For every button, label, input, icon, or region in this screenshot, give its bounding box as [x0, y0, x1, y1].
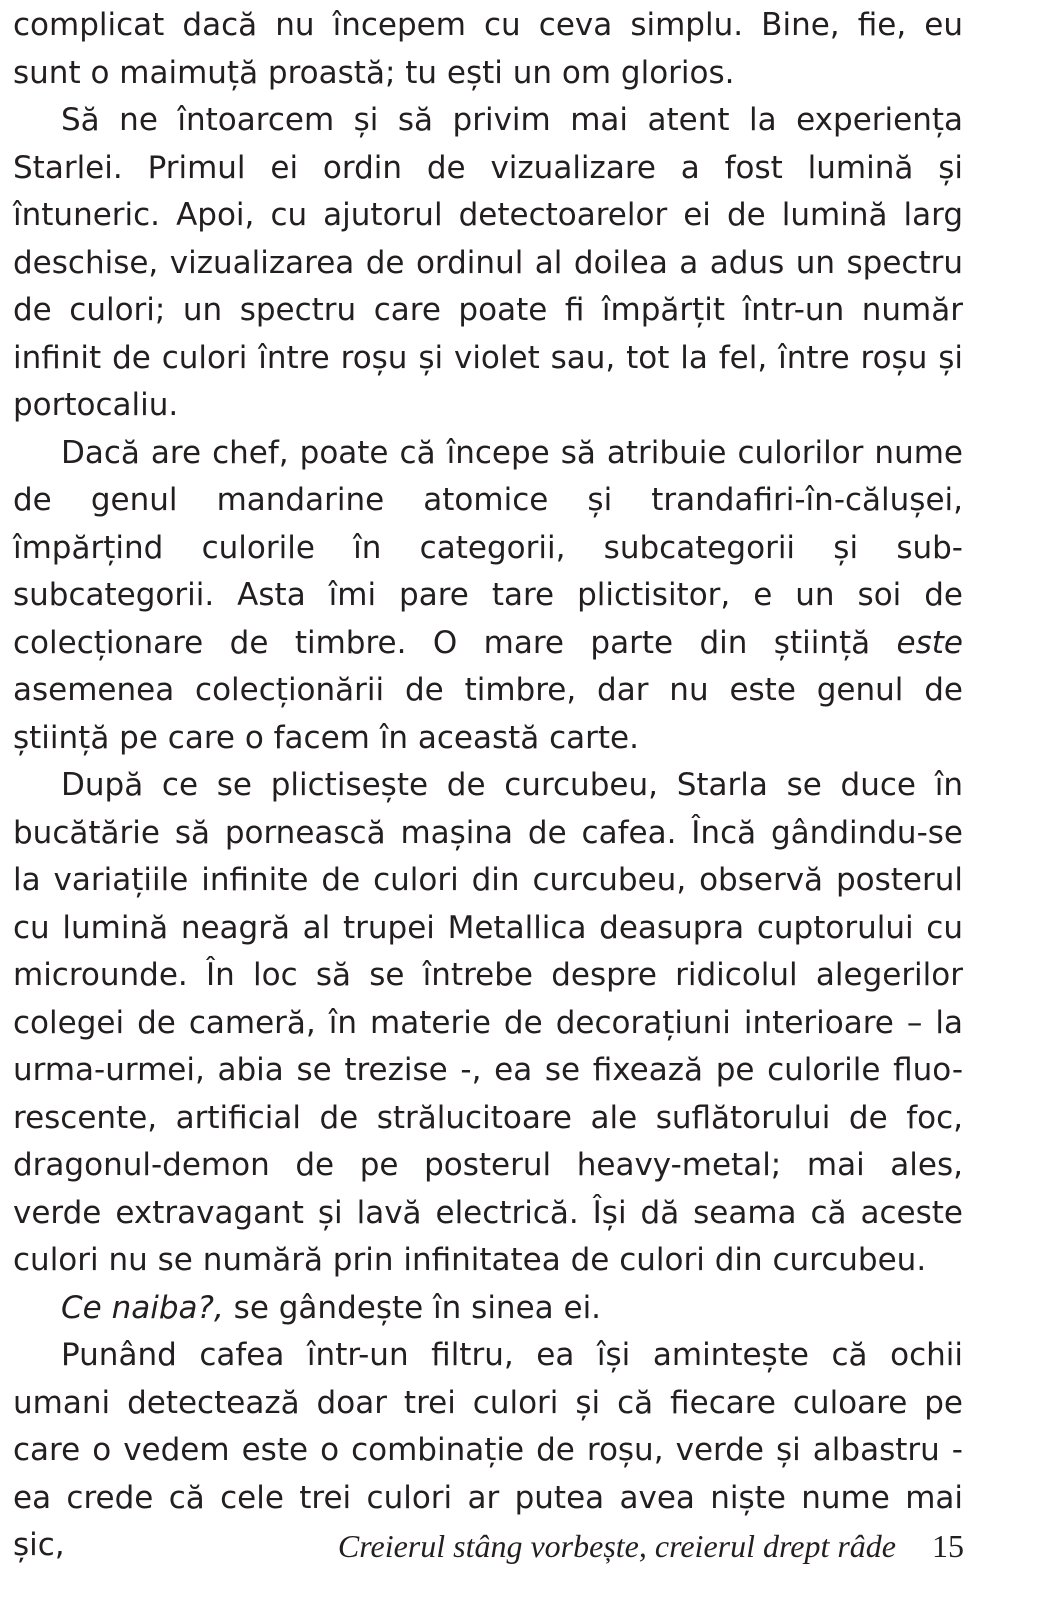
paragraph-text: După ce se plictisește de curcubeu, Starla se duce în bucătărie să pornească mașina de cafea. Încă gândindu-se la variațiile infinite de culori din curcubeu, observă posterul cu lumină neagră al trupei Metallica deasupra cuptorului cu microunde. În loc să se întrebe despre ridicolul alegerilor colegei de cameră, în materie de decorațiuni interioare – la urma-urmei, abia se trezise -, ea se fixează pe culorile fluo-rescente, artificial de strălucitoare ale suflătorului de foc, dragonul-demon de pe posterul heavy-metal; mai ales, verde extravagant și lavă electrică. Își dă seama că aceste culori nu se numără prin infinitatea de culori din curcubeu. [13, 767, 963, 1278]
paragraph-text: Să ne întoarcem și să privim mai atent la experiența Starlei. Primul ei ordin de vizualizare a fost lumină și întuneric. Apoi, cu ajutorul detectoarelor ei de lumină larg deschise, vizualizarea de ordinul al doilea a adus un spectru de culori; un spectru care poate fi împărțit într-un număr infinit de culori între roșu și violet sau, tot la fel, între roșu și portocaliu. [13, 102, 963, 423]
body-text [13, 2, 963, 1570]
paragraph [13, 430, 963, 763]
paragraph-text: Punând cafea într-un filtru, ea își amintește că ochii umani detectează doar trei culori și că fiecare culoare pe care o vedem este o combinație de roșu, verde și albastru - ea crede că cele trei culori ar putea avea niște nume mai șic, [13, 1337, 963, 1563]
paragraph [13, 762, 963, 1285]
paragraph-text: asemenea colecționării de timbre, dar nu este genul de știință pe care o facem în această carte. [13, 672, 963, 756]
page-footer [0, 1528, 964, 1572]
paragraph-text: complicat dacă nu începem cu ceva simplu. Bine, fie, eu sunt o maimuță proastă; tu ești un om glorios. [13, 7, 963, 91]
paragraph-text: Dacă are chef, poate că începe să atribuie culorilor nume de genul mandarine atomice și trandafiri-în-călușei, împărțind culorile în categorii, subcategorii și sub-subcategorii. Asta îmi pare tare plictisitor, e un soi de colecționare de timbre. O mare parte din știință [13, 434, 963, 661]
italic-text: este [896, 624, 963, 661]
paragraph-text: se gândește în sinea ei. [223, 1289, 602, 1326]
paragraph [13, 1285, 963, 1333]
running-title: Creierul stâng vorbește, creierul drept râde [337, 1528, 896, 1564]
page-number: 15 [932, 1528, 964, 1564]
italic-text: Ce naiba?, [61, 1289, 224, 1326]
paragraph [13, 2, 963, 97]
paragraph [13, 97, 963, 430]
